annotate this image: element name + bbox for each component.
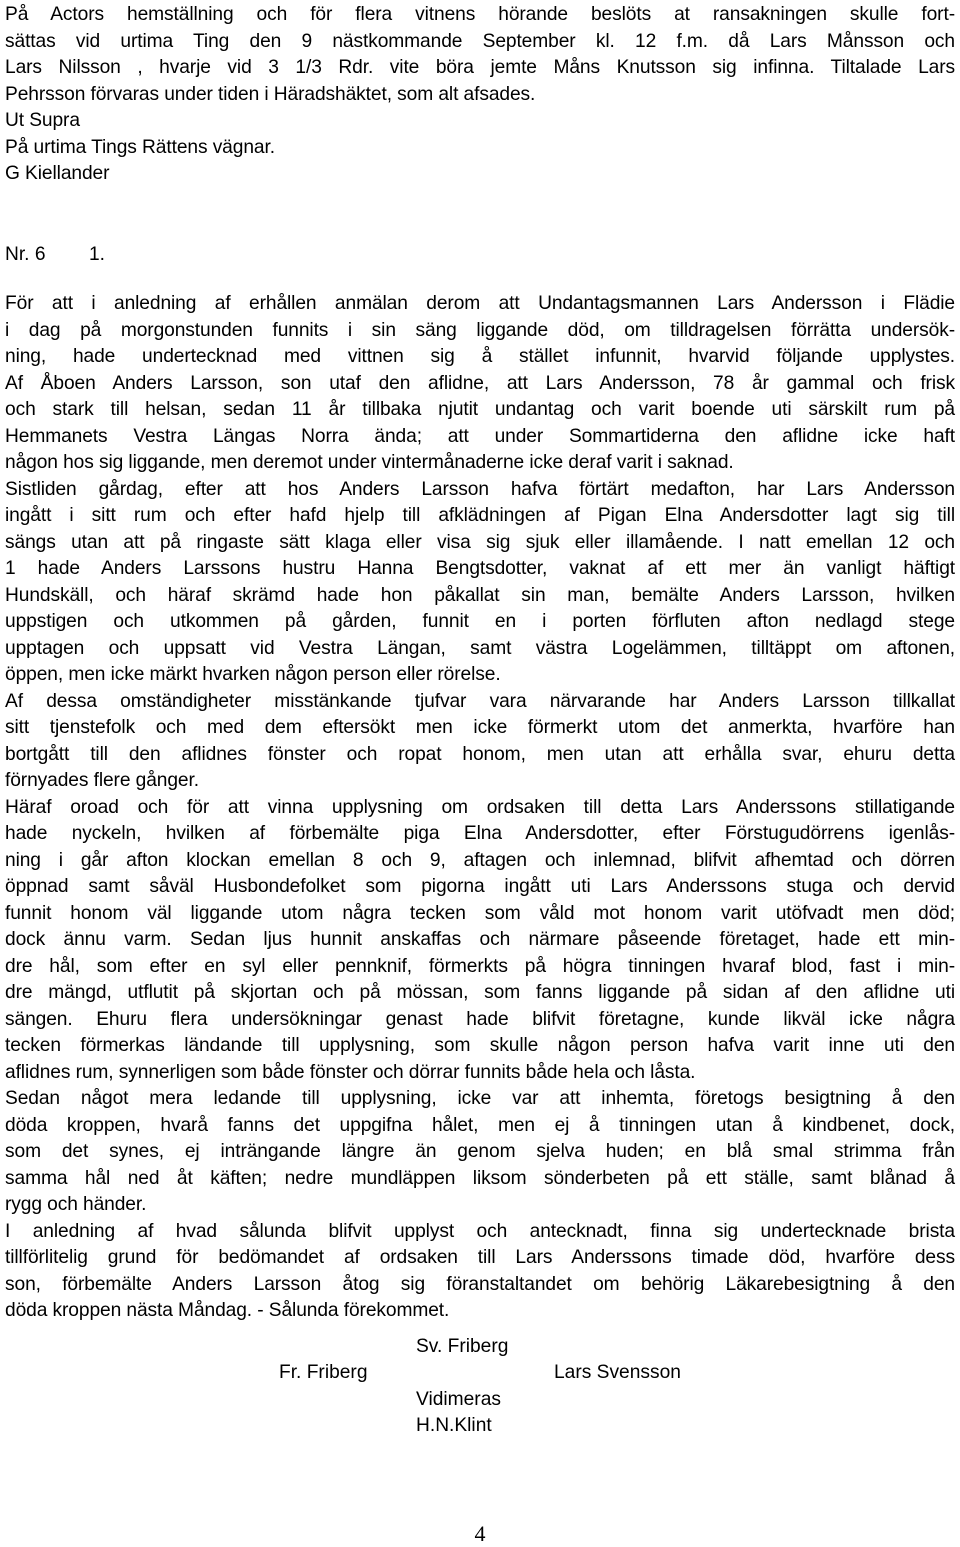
body-line: tecken förmerkas ländande till upplysning, som skulle någon person hafva varit inne uti den bbox=[5, 1035, 955, 1056]
body-line: Hemmanets Vestra Längas Norra ända; att under Sommartiderna den aflidne icke haft bbox=[5, 425, 955, 447]
investigation-report bbox=[5, 291, 955, 1325]
body-line: rygg och händer. bbox=[5, 1194, 147, 1215]
signature-klint: H.N.Klint bbox=[416, 1415, 492, 1436]
vidimeras-label: Vidimeras bbox=[416, 1389, 501, 1410]
body-line: I anledning af hvad sålunda blifvit upplyst och antecknadt, finna sig undertecknade brista bbox=[5, 1220, 955, 1242]
body-line: bortgått till den aflidnes fönster och ropat honom, men utan att erhålla svar, ehuru detta bbox=[5, 743, 955, 765]
body-line: sängen. Ehuru flera undersökningar genast hade blifvit företagne, kunde likväl icke några bbox=[5, 1008, 955, 1030]
header-line: sättas vid urtima Ting den 9 nästkommande September kl. 12 f.m. då Lars Månsson och bbox=[5, 30, 955, 52]
body-line: dock ännu varm. Sedan ljus hunnit anskaffas och närmare påseende företaget, hade ett min- bbox=[5, 929, 955, 950]
body-line: ingått i sitt rum och efter hafd hjelp till afklädningen af Pigan Elna Andersdotter lagt sig till bbox=[5, 505, 955, 526]
header-line: På urtima Tings Rättens vägnar. bbox=[5, 136, 275, 158]
header-line: G Kiellander bbox=[5, 163, 110, 184]
signature-sv-friberg: Sv. Friberg bbox=[416, 1336, 509, 1357]
body-line: Sedan något mera ledande till upplysning, icke var att inhemta, företogs besigtning å den bbox=[5, 1088, 955, 1109]
body-line: sitt tjenstefolk och med dem eftersökt men icke förmerkt utom det anmerkta, hvarföre han bbox=[5, 717, 955, 738]
header-line: Pehrsson förvaras under tiden i Häradshäktet, som alt afsades. bbox=[5, 83, 536, 105]
court-record-header bbox=[5, 2, 955, 188]
body-line: öppen, men icke märkt hvarken någon person eller rörelse. bbox=[5, 664, 501, 685]
body-line: Häraf oroad och för att vinna upplysning om ordsaken till detta Lars Anderssons stillatigande bbox=[5, 796, 955, 818]
body-line: samma hål ned åt käften; nedre mundläppen liksom sönderbeten på ett ställe, samt blånad å bbox=[5, 1167, 955, 1189]
body-line: någon hos sig liggande, men deremot under vintermånaderne icke deraf varit i saknad. bbox=[5, 452, 734, 473]
body-line: son, förbemälte Anders Larsson åtog sig föranstaltandet om behörig Läkarebesigtning å den bbox=[5, 1273, 955, 1295]
body-line: uppstigen och utkommen på gården, funnit en i porten förfluten afton nedlagd stege bbox=[5, 611, 955, 632]
body-line: förnyades flere gånger. bbox=[5, 770, 199, 791]
body-line: För att i anledning af erhållen anmälan derom att Undantagsmannen Lars Andersson i Flädie bbox=[5, 293, 955, 314]
body-line: Hundskäll, och häraf skrämd hade hon påkallat sin man, bemälte Anders Larsson, hvilken bbox=[5, 584, 955, 606]
body-line: och stark till helsan, sedan 11 år tillbaka njutit undantag och varit boende uti särskilt rum på bbox=[5, 399, 955, 420]
body-line: tillförlitelig grund för bedömandet af ordsaken till Lars Anderssons timade död, hvarföre dess bbox=[5, 1247, 955, 1268]
case-number-label: Nr. 6 bbox=[5, 244, 46, 265]
header-line: Lars Nilsson , hvarje vid 3 1/3 Rdr. vite böra jemte Måns Knutsson sig infinna. Tiltalade Lars bbox=[5, 57, 955, 78]
signature-fr-friberg: Fr. Friberg bbox=[279, 1362, 368, 1383]
header-line: Ut Supra bbox=[5, 110, 80, 131]
body-line: Af Åboen Anders Larsson, son utaf den aflidne, att Lars Andersson, 78 år gammal och frisk bbox=[5, 372, 955, 394]
case-number bbox=[5, 242, 105, 268]
body-line: ning, hade undertecknad med vittnen sig å stället infunnit, hvarvid följande upplystes. bbox=[5, 346, 955, 367]
body-line: sängs utan att på ringaste sätt klaga eller visa sig sjuk eller illamående. I natt emellan 12 och bbox=[5, 531, 955, 553]
body-line: ning i går afton klockan emellan 8 och 9, aftagen och inlemnad, blifvit afhemtad och dörren bbox=[5, 849, 955, 871]
body-line: hade nyckeln, hvilken af förbemälte piga Elna Andersdotter, efter Förstugudörrens igenlås- bbox=[5, 823, 955, 844]
body-line: funnit honom väl liggande utom några tecken som våld mot honom varit utöfvadt men död; bbox=[5, 902, 955, 924]
signature-lars-svensson: Lars Svensson bbox=[554, 1362, 681, 1383]
body-line: döda kroppen, hvarå fanns det uppgifna hålet, men ej å tinningen utan å kindbenet, dock, bbox=[5, 1114, 955, 1136]
header-line: På Actors hemställning och för flera vitnens hörande beslöts at ransakningen skulle fort- bbox=[5, 4, 955, 25]
body-line: aflidnes rum, synnerligen som både fönster och dörrar funnits både hela och låsta. bbox=[5, 1061, 696, 1083]
body-line: öppnad samt såväl Husbondefolket som pigorna ingått uti Lars Anderssons stuga och dervid bbox=[5, 876, 955, 897]
body-line: dre mängd, utflutit på skjortan och på mössan, som fanns liggande på sidan af den aflidne uti bbox=[5, 982, 955, 1003]
case-number-item: 1. bbox=[89, 244, 106, 265]
body-line: Sistliden gårdag, efter att hos Anders Larsson hafva förtärt medafton, har Lars Andersson bbox=[5, 478, 955, 500]
body-line: som det synes, ej inträngande längre än genom sjelva huden; en blå smal strimma från bbox=[5, 1141, 955, 1162]
body-line: 1 hade Anders Larssons hustru Hanna Bengtsdotter, vaknat af ett mer än vanligt häftigt bbox=[5, 558, 955, 579]
body-line: i dag på morgonstunden funnits i sin säng liggande död, om tilldragelsen förrätta undersök- bbox=[5, 319, 955, 341]
page-number: 4 bbox=[474, 1521, 486, 1546]
body-line: Af dessa omständigheter misstänkande tjufvar vara närvarande har Anders Larsson tillkallat bbox=[5, 690, 955, 712]
body-line: upptagen och uppsatt vid Vestra Längan, samt västra Logelämmen, tilltäppt om aftonen, bbox=[5, 637, 955, 659]
body-line: dre hål, som efter en syl eller pennknif, förmerkts på högra tinningen hvaraf blod, fast i min- bbox=[5, 955, 955, 977]
body-line: döda kroppen nästa Måndag. - Sålunda förekommet. bbox=[5, 1300, 450, 1321]
